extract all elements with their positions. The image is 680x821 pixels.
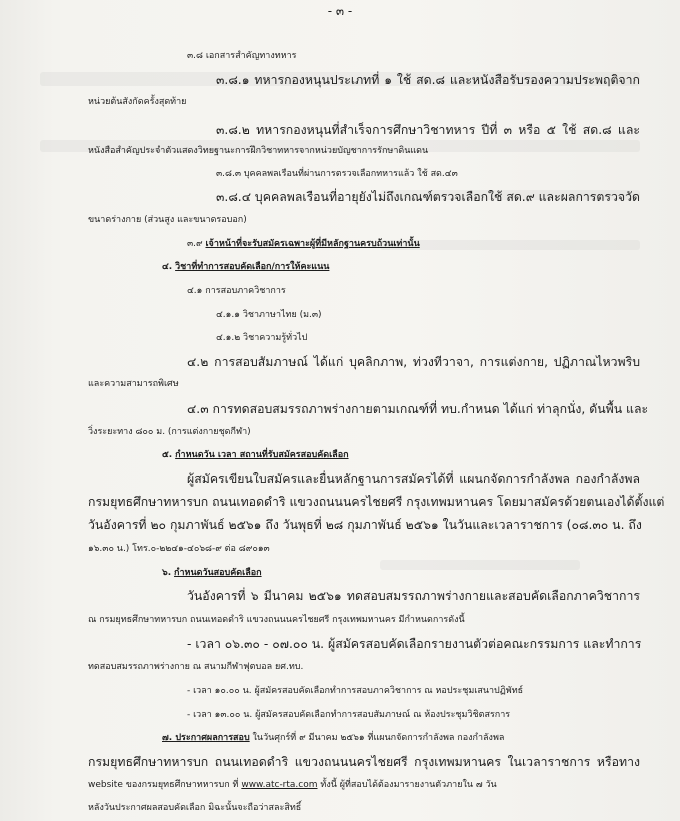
section-5-paragraph-line-1: ผู้สมัครเขียนใบสมัครและยื่นหลักฐานการสมัครได้ที่ แผนกจัดการกำลังพล กองกำลังพล	[187, 472, 640, 486]
item-3-8-4-line-1: ๓.๘.๔ บุคคลพลเรือนที่อายุยังไม่ถึงเกณฑ์ตรวจเลือกใช้ สด.๙ และผลการตรวจวัด	[216, 190, 640, 204]
section-7-title: ๗. ประกาศผลการสอบ	[162, 733, 250, 743]
section-7-line-3	[88, 777, 680, 793]
item-3-8-1-line-1: ๓.๘.๑ ทหารกองหนุนประเภทที่ ๑ ใช้ สด.๘ และหนังสือรับรองความประพฤติจาก	[216, 73, 640, 87]
schedule-item-2: - เวลา ๑๐.๐๐ น. ผู้สมัครสอบคัดเลือกทำการสอบภาควิชาการ ณ หอประชุมเสนาปฏิพัทธ์	[187, 686, 524, 696]
item-4-3-line-2: วิ่งระยะทาง ๘๐๐ ม. (การแต่งกายชุดกีฬา)	[88, 427, 251, 437]
item-4-1-1: ๔.๑.๑ วิชาภาษาไทย (ม.๓)	[216, 310, 322, 320]
section-6-heading	[162, 565, 680, 581]
section-5-paragraph-line-2: กรมยุทธศึกษาทหารบก ถนนเทอดดำริ แขวงถนนนครไชยศรี กรุงเทพมหานคร โดยมาสมัครด้วยตนเองได้ตั้งแต่	[88, 495, 665, 509]
section-7-line-3-pre: website ของกรมยุทธศึกษาทหารบก ที่	[88, 780, 239, 790]
section-3-9-text: เจ้าหน้าที่จะรับสมัครเฉพาะผู้ที่มีหลักฐานครบถ้วนเท่านั้น	[205, 239, 420, 249]
item-3-8-1-line-2: หน่วยต้นสังกัดครั้งสุดท้าย	[88, 97, 187, 107]
item-3-8-2-line-1: ๓.๘.๒ ทหารกองหนุนที่สำเร็จการศึกษาวิชาทหาร ปีที่ ๓ หรือ ๕ ใช้ สด.๘ และ	[216, 123, 640, 137]
section-3-9-number: ๓.๙	[187, 239, 203, 249]
section-6-title: กำหนดวันสอบคัดเลือก	[174, 568, 262, 578]
section-6-paragraph-line-1: วันอังคารที่ ๖ มีนาคม ๒๕๖๑ ทดสอบสมรรถภาพร่างกายและสอบคัดเลือกภาควิชาการ	[187, 589, 640, 603]
section-3-9	[187, 236, 680, 252]
item-3-8-2-line-2: หนังสือสำคัญประจำตัวแสดงวิทยฐานะการฝึกวิชาทหารจากหน่วยบัญชาการรักษาดินแดน	[88, 146, 429, 156]
section-6-number: ๖.	[162, 568, 172, 578]
section-7-line-4: หลังวันประกาศผลสอบคัดเลือก มิฉะนั้นจะถือว่าสละสิทธิ์	[88, 803, 302, 813]
item-4-2-line-2: และความสามารถพิเศษ	[88, 379, 179, 389]
schedule-item-1-line-2: ทดสอบสมรรถภาพร่างกาย ณ สนามกีฬาฟุตบอล ยศ.ทบ.	[88, 662, 304, 672]
section-7-line-2: กรมยุทธศึกษาทหารบก ถนนเทอดดำริ แขวงถนนนครไชยศรี กรุงเทพมหานคร ในเวลาราชการ หรือทาง	[88, 755, 640, 769]
section-4-number: ๔.	[162, 262, 173, 272]
section-4-title: วิชาที่ทำการสอบคัดเลือก/การให้คะแนน	[175, 262, 330, 272]
section-4-heading	[162, 259, 680, 275]
section-7-line-1-text: ในวันศุกร์ที่ ๙ มีนาคม ๒๕๖๑ ที่แผนกจัดการกำลังพล กองกำลังพล	[252, 733, 505, 743]
page-number: - ๓ -	[327, 4, 353, 18]
item-3-8-3: ๓.๘.๓ บุคคลพลเรือนที่ผ่านการตรวจเลือกทหารแล้ว ใช้ สด.๔๓	[216, 169, 458, 179]
section-7-line-3-post: ทั้งนี้ ผู้ที่สอบได้ต้องมารายงานตัวภายใน ๗ วัน	[320, 780, 497, 790]
section-5-title: กำหนดวัน เวลา สถานที่รับสมัครสอบคัดเลือก	[175, 450, 349, 460]
section-5-number: ๕.	[162, 450, 173, 460]
section-3-8-title: ๓.๘ เอกสารสำคัญทางทหาร	[187, 51, 297, 61]
item-4-2-line-1: ๔.๒ การสอบสัมภาษณ์ ได้แก่ บุคลิกภาพ, ท่วงทีวาจา, การแต่งกาย, ปฏิภาณไหวพริบ	[187, 355, 640, 369]
item-3-8-4-line-2: ขนาดร่างกาย (ส่วนสูง และขนาดรอบอก)	[88, 215, 247, 225]
section-5-paragraph-line-3: วันอังคารที่ ๒๐ กุมภาพันธ์ ๒๕๖๑ ถึง วันพุธที่ ๒๘ กุมภาพันธ์ ๒๕๖๑ ในวันและเวลาราชการ (๐๘.๓๐ น. ถึง	[88, 518, 642, 532]
item-4-3-line-1: ๔.๓ การทดสอบสมรรถภาพร่างกายตามเกณฑ์ที่ ทบ.กำหนด ได้แก่ ท่าลุกนั่ง, ดันพื้น และ	[187, 402, 649, 416]
section-5-heading	[162, 447, 680, 463]
website-link[interactable]: www.atc-rta.com	[241, 780, 318, 790]
section-5-paragraph-line-4: ๑๖.๓๐ น.) โทร.๐-๒๒๔๑-๔๐๖๘-๙ ต่อ ๘๙๐๑๓	[88, 544, 270, 554]
item-4-1: ๔.๑ การสอบภาควิชาการ	[187, 286, 286, 296]
schedule-item-1-line-1: - เวลา ๐๖.๓๐ - ๐๗.๐๐ น. ผู้สมัครสอบคัดเลือกรายงานตัวต่อคณะกรรมการ และทำการ	[187, 637, 642, 651]
section-6-paragraph-line-2: ณ กรมยุทธศึกษาทหารบก ถนนเทอดดำริ แขวงถนนนครไชยศรี กรุงเทพมหานคร มีกำหนดการดังนี้	[88, 615, 465, 625]
item-4-1-2: ๔.๑.๒ วิชาความรู้ทั่วไป	[216, 333, 308, 343]
schedule-item-3: - เวลา ๑๓.๐๐ น. ผู้สมัครสอบคัดเลือกทำการสอบสัมภาษณ์ ณ ห้องประชุมวิชิตสรการ	[187, 710, 511, 720]
section-7-line-1	[162, 730, 680, 746]
